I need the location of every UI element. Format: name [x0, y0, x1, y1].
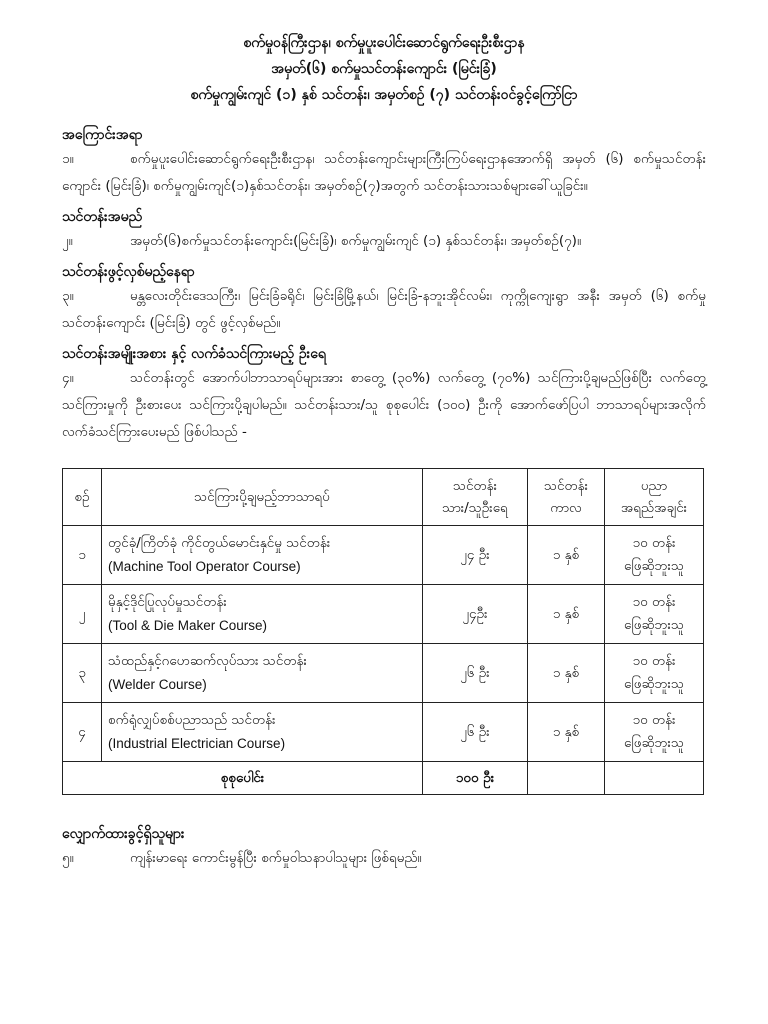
section-courses-info — [62, 343, 706, 446]
cell-subject — [102, 644, 423, 703]
header-subject: သင်ကြားပို့ချမည့်ဘာသာရပ် — [102, 469, 423, 526]
education-line: ဖြေဆိုဘူးသူ — [623, 676, 685, 692]
header-line: သင်တန်း — [543, 478, 589, 494]
education-line: ဖြေဆိုဘူးသူ — [623, 558, 685, 574]
subject-name-mm: တွင်ခုံ/ကြိတ်ခုံ ကိုင်တွယ်မောင်းနှင်မှု သင်တန်း — [108, 535, 331, 551]
cell-duration: ၁ နှစ် — [528, 585, 605, 644]
document-title — [62, 30, 706, 108]
section-heading: လျှောက်ထားခွင့်ရှိသူများ — [62, 826, 185, 842]
total-empty-cell — [605, 762, 704, 795]
subject-name-en: (Tool & Die Maker Course) — [108, 618, 268, 633]
paragraph-text: စက်မှုပူးပေါင်းဆောင်ရွက်ရေးဦးစီးဌာန၊ သင်တန်းကျောင်းများကြီးကြပ်ရေးဌာနအောက်ရှိ အမှတ် (၆) စက်မှုသင်တန်းကျောင်း (မြင်းခြံ)၊ စက်မှုကျွမ်းကျင်(၁)နှစ်သင်တန်း၊ အမှတ်စဉ်(၇)အတွက် သင်တန်းသားသစ်များခေါ်ယူခြင်း။ — [62, 151, 706, 194]
section-paragraph — [62, 283, 706, 337]
cell-no: ၂ — [63, 585, 102, 644]
cell-subject — [102, 585, 423, 644]
table-row — [63, 526, 704, 585]
header-line: သား/သူဦးရေ — [442, 500, 508, 516]
header-student-count — [423, 469, 528, 526]
cell-student-count: ၂၄ဦး — [423, 585, 528, 644]
cell-duration: ၁ နှစ် — [528, 526, 605, 585]
section-background — [62, 124, 706, 200]
title-line-announcement: စက်မှုကျွမ်းကျင် (၁) နှစ် သင်တန်း၊ အမှတ်စဉ် (၇) သင်တန်းဝင်ခွင့်ကြော်ငြာ — [190, 87, 578, 103]
cell-education — [605, 703, 704, 762]
paragraph-number: ၄။ — [62, 370, 74, 386]
total-count: ၁၀၀ ဦး — [423, 762, 528, 795]
section-heading: အကြောင်းအရာ — [62, 127, 143, 143]
cell-duration: ၁ နှစ် — [528, 644, 605, 703]
education-line: ဖြေဆိုဘူးသူ — [623, 617, 685, 633]
cell-education — [605, 644, 704, 703]
cell-no: ၁ — [63, 526, 102, 585]
header-line: ပညာ — [640, 478, 668, 494]
header-line: ကာလ — [550, 500, 582, 516]
table-row — [63, 644, 704, 703]
cell-student-count: ၂၆ ဦး — [423, 644, 528, 703]
header-line: အရည်အချင်း — [620, 500, 688, 516]
table-row — [63, 585, 704, 644]
title-line-school: အမှတ်(၆) စက်မှုသင်တန်းကျောင်း (မြင်းခြံ) — [271, 61, 497, 77]
cell-student-count: ၂၄ ဦး — [423, 526, 528, 585]
subject-name-en: (Welder Course) — [108, 677, 207, 692]
paragraph-text: မန္တလေးတိုင်းဒေသကြီး၊ မြင်းခြံခရိုင်၊ မြင်းခြံမြို့နယ်၊ မြင်းခြံ-နဘူးအိုင်လမ်း၊ ကုက္ကိုကျေးရွာ အနီး အမှတ် (၆) စက်မှုသင်တန်းကျောင်း (မြင်းခြံ) တွင် ဖွင့်လှစ်မည်။ — [62, 288, 706, 331]
section-heading: သင်တန်းဖွင့်လှစ်မည့်နေရာ — [62, 264, 195, 280]
table-header-row — [63, 469, 704, 526]
subject-name-mm: သံထည်နှင့်ဂဟေဆက်လုပ်သား သင်တန်း — [108, 653, 307, 669]
section-course-name — [62, 206, 706, 255]
header-no: စဉ် — [63, 469, 102, 526]
title-line-ministry: စက်မှုဝန်ကြီးဌာန၊ စက်မှုပူးပေါင်းဆောင်ရွက်ရေးဦးစီးဌာန — [243, 35, 525, 51]
paragraph-number: ၂။ — [62, 233, 73, 249]
cell-subject — [102, 526, 423, 585]
total-label: စုစုပေါင်း — [63, 762, 423, 795]
section-eligibility — [62, 823, 706, 872]
subject-name-mm: စက်ရုံလျှပ်စစ်ပညာသည် သင်တန်း — [108, 712, 276, 728]
courses-table — [62, 468, 704, 795]
section-paragraph — [62, 146, 706, 200]
education-line: ၁၀ တန်း — [632, 594, 676, 610]
cell-no: ၃ — [63, 644, 102, 703]
cell-education — [605, 585, 704, 644]
header-duration — [528, 469, 605, 526]
header-line: သင်တန်း — [452, 478, 498, 494]
table-total-row — [63, 762, 704, 795]
cell-education — [605, 526, 704, 585]
section-paragraph — [62, 365, 706, 446]
header-education — [605, 469, 704, 526]
section-venue — [62, 261, 706, 337]
paragraph-text: အမှတ်(၆)စက်မှုသင်တန်းကျောင်း(မြင်းခြံ)၊ စက်မှုကျွမ်းကျင် (၁) နှစ်သင်တန်း၊ အမှတ်စဉ်(၇)။ — [130, 233, 582, 249]
table-row — [63, 703, 704, 762]
cell-no: ၄ — [63, 703, 102, 762]
paragraph-text: ကျန်းမာရေး ကောင်းမွန်ပြီး စက်မှုဝါသနာပါသူများ ဖြစ်ရမည်။ — [130, 850, 422, 866]
subject-name-en: (Machine Tool Operator Course) — [108, 559, 301, 574]
education-line: ၁၀ တန်း — [632, 653, 676, 669]
section-paragraph — [62, 845, 706, 872]
paragraph-number: ၅။ — [62, 850, 74, 866]
total-empty-cell — [528, 762, 605, 795]
section-heading: သင်တန်းအမည် — [62, 209, 143, 225]
education-line: ဖြေဆိုဘူးသူ — [623, 735, 685, 751]
subject-name-en: (Industrial Electrician Course) — [108, 736, 286, 751]
education-line: ၁၀ တန်း — [632, 535, 676, 551]
education-line: ၁၀ တန်း — [632, 712, 676, 728]
section-paragraph — [62, 228, 706, 255]
paragraph-text: သင်တန်းတွင် အောက်ပါဘာသာရပ်များအား စာတွေ့ (၃၀%) လက်တွေ့ (၇၀%) သင်ကြားပို့ချမည်ဖြစ်ပြီး လက်တွေ့ သင်ကြားမှုကို ဦးစားပေး သင်ကြားပို့ချပါမည်။ သင်တန်းသား/သူ စုစုပေါင်း (၁၀၀) ဦးကို အောက်ဖော်ပြပါ ဘာသာရပ်များအလိုက် လက်ခံသင်ကြားပေးမည် ဖြစ်ပါသည် - — [62, 370, 706, 440]
paragraph-number: ၁။ — [62, 151, 74, 167]
cell-student-count: ၂၆ ဦး — [423, 703, 528, 762]
section-heading: သင်တန်းအမျိုးအစား နှင့် လက်ခံသင်ကြားမည့် ဦးရေ — [62, 346, 326, 362]
subject-name-mm: မိုနှင့်ဒိုင်ပြုလုပ်မှုသင်တန်း — [108, 594, 227, 610]
cell-duration: ၁ နှစ် — [528, 703, 605, 762]
cell-subject — [102, 703, 423, 762]
paragraph-number: ၃။ — [62, 288, 74, 304]
